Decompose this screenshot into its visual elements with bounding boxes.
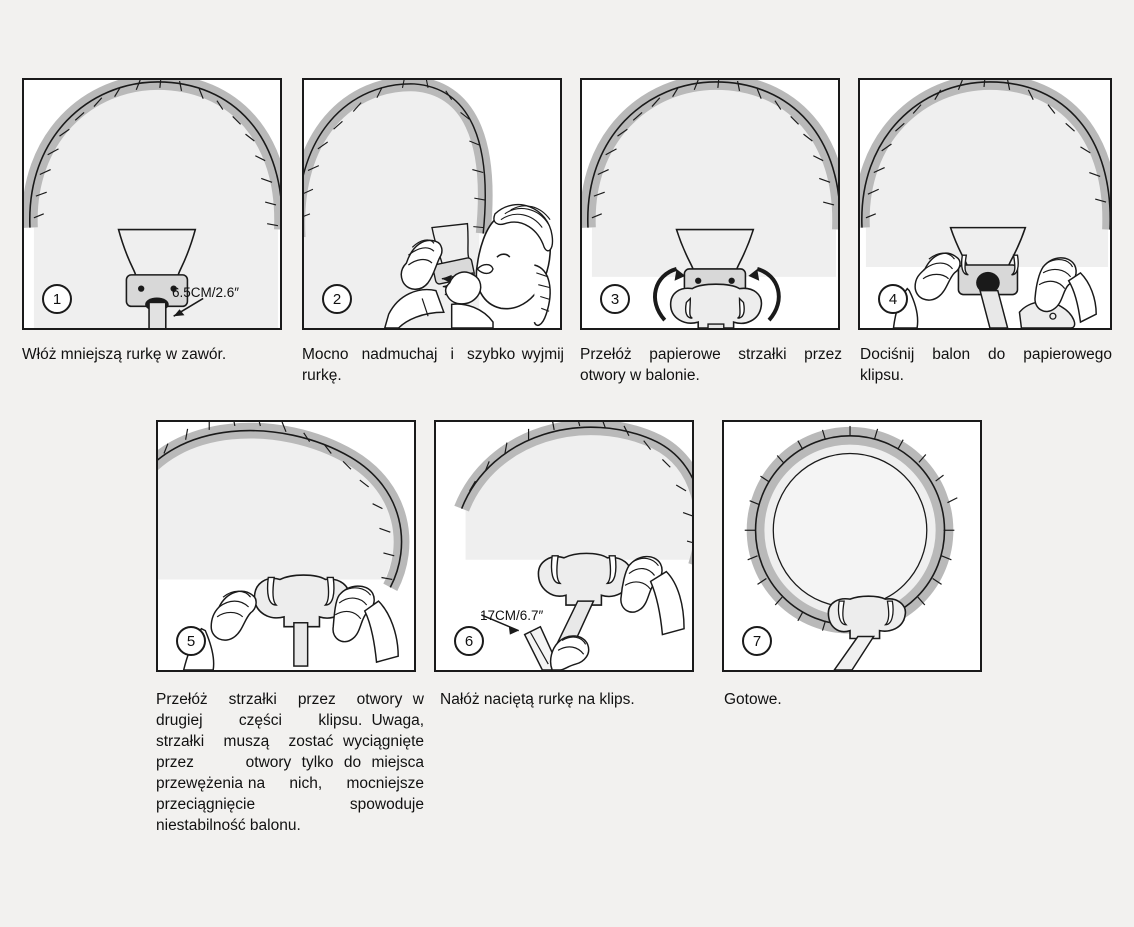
step-badge-2	[322, 284, 352, 314]
step-caption-4: Dociśnij balon do papierowego klipsu.	[860, 346, 1117, 384]
step-panel-7	[722, 420, 982, 672]
step-panel-1	[22, 78, 282, 330]
step-panel-5	[156, 420, 416, 672]
step-badge-3	[600, 284, 630, 314]
step-number-6: 6	[464, 632, 474, 650]
step-panel-3	[580, 78, 840, 330]
step-caption-7: Gotowe.	[724, 691, 782, 708]
measure-label-step-6: 17CM/6.7″	[480, 608, 544, 623]
step-number-3: 3	[610, 290, 620, 308]
step-panel-4	[858, 78, 1112, 330]
step-number-4: 4	[888, 290, 898, 308]
step-badge-4	[878, 284, 908, 314]
step-number-5: 5	[186, 632, 196, 650]
step-number-7: 7	[752, 632, 762, 650]
step-badge-1	[42, 284, 72, 314]
step-badge-5	[176, 626, 206, 656]
measure-label-step-1: 6.5CM/2.6″	[172, 285, 240, 300]
step-badge-6	[454, 626, 484, 656]
step-badge-7	[742, 626, 772, 656]
step-number-1: 1	[52, 290, 62, 308]
step-panel-2	[302, 78, 562, 330]
step-panel-6	[434, 420, 694, 672]
step-caption-3: Przełóż papierowe strzałki przez otwory w balonie.	[580, 346, 847, 384]
step-caption-1: Włóż mniejszą rurkę w zawór.	[22, 346, 227, 363]
step-caption-6: Nałóż naciętą rurkę na klips.	[440, 691, 635, 708]
step-number-2: 2	[332, 290, 342, 308]
step-caption-5: Przełóż strzałki przez otwory w drugiej części klipsu. Uwaga, strzałki muszą zostać wyciągnięte przez otwory tylko do miejsca przewężenia na nich, mocniejsze przeciągnięcie spowoduje niestabilność balonu.	[156, 691, 446, 834]
step-caption-2: Mocno nadmuchaj i szybko wyjmij rurkę.	[302, 346, 569, 384]
